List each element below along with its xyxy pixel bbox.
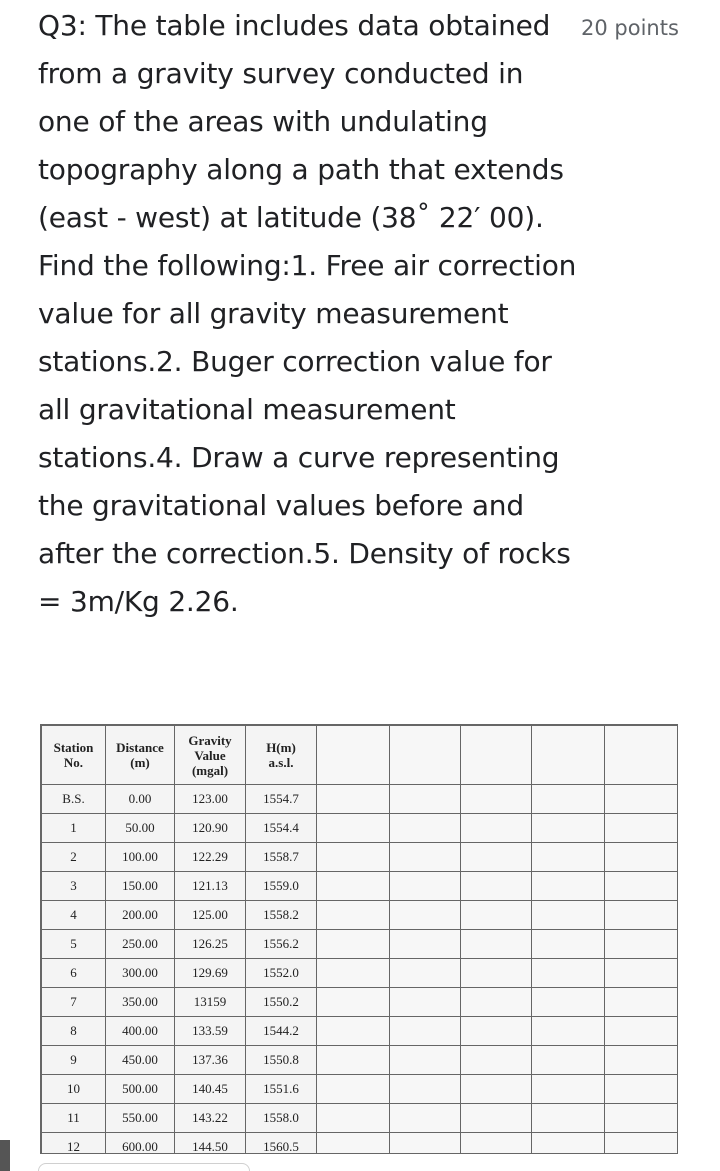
blank-table-cell bbox=[532, 814, 605, 843]
blank-table-cell bbox=[532, 1046, 605, 1075]
blank-table-cell bbox=[317, 901, 390, 930]
table-row bbox=[42, 872, 679, 901]
table-cell: 50.00 bbox=[106, 814, 175, 843]
blank-header-6 bbox=[390, 726, 461, 785]
blank-table-cell bbox=[461, 901, 532, 930]
blank-table-cell bbox=[532, 1104, 605, 1133]
table-cell: 2 bbox=[42, 843, 106, 872]
table-header-row bbox=[42, 726, 679, 785]
table-row bbox=[42, 785, 679, 814]
table-row bbox=[42, 1046, 679, 1075]
table-row bbox=[42, 1133, 679, 1155]
table-cell: 123.00 bbox=[175, 785, 246, 814]
blank-table-cell bbox=[532, 930, 605, 959]
blank-header-9 bbox=[605, 726, 679, 785]
table-row bbox=[42, 1017, 679, 1046]
table-cell: 1560.5 bbox=[246, 1133, 317, 1155]
blank-table-cell bbox=[605, 988, 679, 1017]
blank-table-cell bbox=[605, 901, 679, 930]
blank-table-cell bbox=[390, 959, 461, 988]
blank-table-cell bbox=[390, 1133, 461, 1155]
blank-table-cell bbox=[317, 1133, 390, 1155]
blank-table-cell bbox=[390, 988, 461, 1017]
table-cell: 350.00 bbox=[106, 988, 175, 1017]
bottom-control-edge bbox=[38, 1163, 250, 1171]
blank-table-cell bbox=[461, 814, 532, 843]
blank-table-cell bbox=[390, 1017, 461, 1046]
blank-table-cell bbox=[605, 1133, 679, 1155]
table-row bbox=[42, 959, 679, 988]
table-cell: 10 bbox=[42, 1075, 106, 1104]
blank-table-cell bbox=[605, 814, 679, 843]
table-cell: 100.00 bbox=[106, 843, 175, 872]
blank-table-cell bbox=[532, 1017, 605, 1046]
table-cell: 9 bbox=[42, 1046, 106, 1075]
table-cell: 1 bbox=[42, 814, 106, 843]
blank-table-cell bbox=[605, 1017, 679, 1046]
blank-table-cell bbox=[390, 1075, 461, 1104]
blank-table-cell bbox=[390, 814, 461, 843]
blank-table-cell bbox=[390, 930, 461, 959]
table-cell: 13159 bbox=[175, 988, 246, 1017]
blank-header-5 bbox=[317, 726, 390, 785]
table-cell: 122.29 bbox=[175, 843, 246, 872]
blank-table-cell bbox=[390, 901, 461, 930]
table-cell: 11 bbox=[42, 1104, 106, 1133]
table-cell: 121.13 bbox=[175, 872, 246, 901]
blank-table-cell bbox=[317, 785, 390, 814]
blank-table-cell bbox=[461, 1017, 532, 1046]
blank-table-cell bbox=[317, 930, 390, 959]
blank-header-8 bbox=[532, 726, 605, 785]
blank-table-cell bbox=[390, 1104, 461, 1133]
blank-table-cell bbox=[532, 1075, 605, 1104]
blank-header-7 bbox=[461, 726, 532, 785]
blank-table-cell bbox=[390, 785, 461, 814]
points-label: 20 points bbox=[581, 16, 679, 40]
table-cell: 12 bbox=[42, 1133, 106, 1155]
table-cell: 1558.2 bbox=[246, 901, 317, 930]
table-cell: 400.00 bbox=[106, 1017, 175, 1046]
table-cell: 200.00 bbox=[106, 901, 175, 930]
blank-table-cell bbox=[317, 843, 390, 872]
table-cell: 4 bbox=[42, 901, 106, 930]
blank-table-cell bbox=[605, 1075, 679, 1104]
blank-table-cell bbox=[317, 988, 390, 1017]
blank-table-cell bbox=[317, 959, 390, 988]
blank-table-cell bbox=[605, 1046, 679, 1075]
table-row bbox=[42, 843, 679, 872]
blank-table-cell bbox=[605, 1104, 679, 1133]
table-row bbox=[42, 988, 679, 1017]
question-text: Q3: The table includes data obtained from a gravity survey conducted in one of the areas with undulating topography along a path that extends (east - west) at latitude (38˚ 22′ 00). Find the following:1. Free air correction value for all gravity measurement stations.2. Buger correction value for all gravitational measurement stations.4. Draw a curve representing the gravitational values before and after the correction.5. Density of rocks = 3m/Kg 2.26. bbox=[38, 9, 577, 618]
table-cell: 143.22 bbox=[175, 1104, 246, 1133]
table-cell: B.S. bbox=[42, 785, 106, 814]
blank-table-cell bbox=[390, 843, 461, 872]
table-cell: 1556.2 bbox=[246, 930, 317, 959]
blank-table-cell bbox=[317, 1046, 390, 1075]
table-row bbox=[42, 1104, 679, 1133]
table-row bbox=[42, 1075, 679, 1104]
blank-table-cell bbox=[532, 959, 605, 988]
table-cell: 7 bbox=[42, 988, 106, 1017]
table-cell: 8 bbox=[42, 1017, 106, 1046]
table-cell: 137.36 bbox=[175, 1046, 246, 1075]
blank-table-cell bbox=[532, 843, 605, 872]
blank-table-cell bbox=[605, 785, 679, 814]
blank-table-cell bbox=[461, 959, 532, 988]
blank-table-cell bbox=[605, 930, 679, 959]
table-cell: 1550.8 bbox=[246, 1046, 317, 1075]
blank-table-cell bbox=[605, 959, 679, 988]
gravity-data-table bbox=[41, 725, 678, 1154]
table-cell: 129.69 bbox=[175, 959, 246, 988]
table-row bbox=[42, 814, 679, 843]
blank-table-cell bbox=[532, 785, 605, 814]
blank-table-cell bbox=[461, 930, 532, 959]
blank-table-cell bbox=[317, 1017, 390, 1046]
blank-table-cell bbox=[532, 1133, 605, 1155]
question-card bbox=[38, 2, 698, 626]
blank-table-cell bbox=[605, 872, 679, 901]
blank-table-cell bbox=[317, 872, 390, 901]
blank-table-cell bbox=[532, 988, 605, 1017]
table-row bbox=[42, 930, 679, 959]
table-cell: 1558.0 bbox=[246, 1104, 317, 1133]
blank-table-cell bbox=[532, 901, 605, 930]
table-cell: 1554.7 bbox=[246, 785, 317, 814]
table-cell: 140.45 bbox=[175, 1075, 246, 1104]
blank-table-cell bbox=[461, 1104, 532, 1133]
table-cell: 3 bbox=[42, 872, 106, 901]
table-cell: 300.00 bbox=[106, 959, 175, 988]
blank-table-cell bbox=[317, 1104, 390, 1133]
blank-table-cell bbox=[390, 1046, 461, 1075]
table-cell: 1558.7 bbox=[246, 843, 317, 872]
table-cell: 1552.0 bbox=[246, 959, 317, 988]
blank-table-cell bbox=[317, 1075, 390, 1104]
blank-table-cell bbox=[461, 785, 532, 814]
blank-table-cell bbox=[461, 872, 532, 901]
table-cell: 600.00 bbox=[106, 1133, 175, 1155]
blank-table-cell bbox=[605, 843, 679, 872]
header-station: Station No. bbox=[42, 726, 106, 785]
table-cell: 500.00 bbox=[106, 1075, 175, 1104]
blank-table-cell bbox=[461, 843, 532, 872]
table-cell: 1544.2 bbox=[246, 1017, 317, 1046]
table-cell: 133.59 bbox=[175, 1017, 246, 1046]
table-cell: 5 bbox=[42, 930, 106, 959]
table-cell: 550.00 bbox=[106, 1104, 175, 1133]
table-cell: 250.00 bbox=[106, 930, 175, 959]
table-cell: 1550.2 bbox=[246, 988, 317, 1017]
blank-table-cell bbox=[461, 1046, 532, 1075]
table-cell: 1559.0 bbox=[246, 872, 317, 901]
table-cell: 144.50 bbox=[175, 1133, 246, 1155]
table-row bbox=[42, 901, 679, 930]
table-cell: 1554.4 bbox=[246, 814, 317, 843]
blank-table-cell bbox=[317, 814, 390, 843]
table-cell: 1551.6 bbox=[246, 1075, 317, 1104]
data-table-image bbox=[40, 724, 678, 1154]
table-cell: 0.00 bbox=[106, 785, 175, 814]
blank-table-cell bbox=[461, 1075, 532, 1104]
header-gravity: Gravity Value (mgal) bbox=[175, 726, 246, 785]
table-cell: 150.00 bbox=[106, 872, 175, 901]
header-distance: Distance (m) bbox=[106, 726, 175, 785]
table-cell: 126.25 bbox=[175, 930, 246, 959]
table-cell: 450.00 bbox=[106, 1046, 175, 1075]
blank-table-cell bbox=[461, 1133, 532, 1155]
table-cell: 120.90 bbox=[175, 814, 246, 843]
scroll-indicator bbox=[0, 1140, 10, 1171]
blank-table-cell bbox=[390, 872, 461, 901]
blank-table-cell bbox=[461, 988, 532, 1017]
header-height: H(m) a.s.l. bbox=[246, 726, 317, 785]
table-cell: 6 bbox=[42, 959, 106, 988]
table-cell: 125.00 bbox=[175, 901, 246, 930]
blank-table-cell bbox=[532, 872, 605, 901]
